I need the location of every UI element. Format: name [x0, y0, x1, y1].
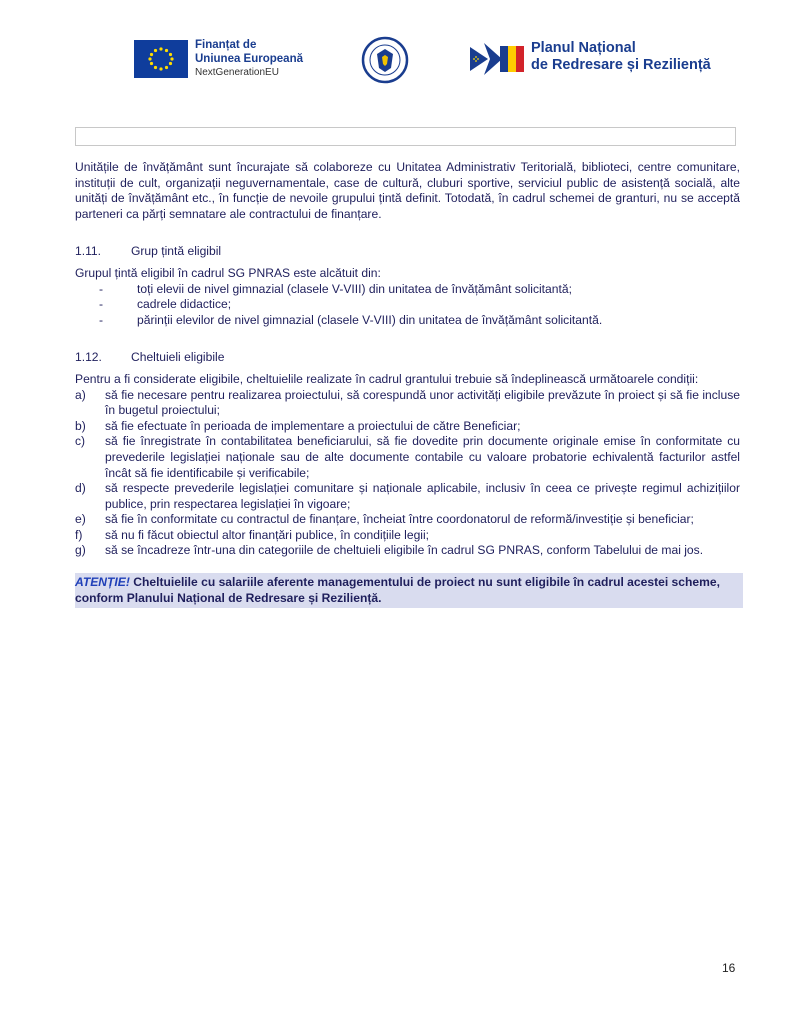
- list-item: [75, 543, 740, 559]
- list-item: [75, 528, 740, 544]
- list-item: [75, 512, 740, 528]
- item-label: d): [75, 481, 86, 496]
- list-item: [75, 388, 740, 419]
- document-body: [75, 160, 740, 608]
- list-item: [75, 481, 740, 512]
- eligibility-conditions-list: [75, 388, 740, 560]
- section-lead: Pentru a fi considerate eligibile, cheltuielile realizate în cadrul grantului trebuie să îndeplinească următoarele condiții:: [75, 371, 699, 386]
- list-item: - toți elevii de nivel gimnazial (clasele V-VIII) din unitatea de învățământ solicitantă;: [99, 281, 572, 296]
- section-lead: Grupul țintă eligibil în cadrul SG PNRAS este alcătuit din:: [75, 265, 381, 280]
- item-text: să respecte prevederile legislației comunitare și naționale aplicabile, inclusiv în ceea ce privește regimul achizițiilor publice, prin respectarea legislației în vigoare;: [105, 481, 740, 511]
- attention-label: ATENȚIE!: [75, 575, 130, 590]
- item-text: să fie necesare pentru realizarea proiectului, să corespundă unor activități eligibile prevăzute în proiect și să fie incluse în bugetul proiectului;: [105, 387, 740, 418]
- item-text: să fie efectuate în perioada de implementare a proiectului de către Beneficiar;: [105, 418, 521, 433]
- item-text: să nu fi făcut obiectul altor finanțări publice, în condițiile legii;: [105, 527, 430, 542]
- item-label: a): [75, 387, 86, 402]
- attention-text: Cheltuielile cu salariile aferente managementului de proiect nu sunt eligibile în cadrul acestei scheme, conform Planului Național de Redresare și Reziliență.: [75, 575, 720, 606]
- pnrr-logo-icon: [470, 43, 526, 75]
- section-heading-target-group: [75, 244, 740, 260]
- eu-funding-text: [195, 38, 303, 80]
- target-group-list: [75, 282, 740, 329]
- pnrr-title: [531, 40, 711, 74]
- pnrr-line-2: de Redresare și Reziliență: [531, 57, 711, 73]
- empty-table-row: [75, 127, 736, 146]
- page-header: [0, 36, 791, 88]
- list-item: [75, 419, 740, 435]
- item-label: f): [75, 527, 83, 542]
- item-label: g): [75, 543, 86, 558]
- section-title: Cheltuieli eligibile: [131, 350, 225, 365]
- romanian-government-seal-icon: [361, 36, 409, 84]
- list-item-text: toți elevii de nivel gimnazial (clasele V-VIII) din unitatea de învățământ solicitantă;: [137, 281, 572, 296]
- item-label: b): [75, 418, 86, 433]
- list-item: - cadrele didactice;: [99, 297, 232, 312]
- section-title: Grup țintă eligibil: [131, 244, 222, 259]
- section-heading-eligible-costs: [75, 350, 740, 366]
- list-item-text: cadrele didactice;: [137, 297, 232, 312]
- eu-line-3: NextGenerationEU: [195, 67, 279, 78]
- item-text: să fie în conformitate cu contractul de finanțare, încheiat între coordonatorul de reformă/investiție și beneficiar;: [105, 512, 694, 527]
- section-number: 1.11.: [75, 244, 101, 259]
- list-item: - părinții elevilor de nivel gimnazial (clasele V-VIII) din unitatea de învățământ solicitantă.: [99, 312, 603, 327]
- page-number: 16: [722, 961, 736, 975]
- eu-flag-logo: [134, 40, 188, 78]
- intro-paragraph: Unitățile de învățământ sunt încurajate să colaboreze cu Unitatea Administrativ Teritorială, biblioteci, centre comunitare, instituții de cult, organizații neguvernamentale, case de cultură, cluburi sportive, serviciul public de asistență socială, alte unități de învățământ etc., în funcție de nevoile grupului țintă definit. Totodată, în cadrul schemei de granturi, nu se acceptă parteneri ca părți semnatare ale contractului de finanțare.: [75, 160, 740, 221]
- item-label: c): [75, 434, 86, 449]
- item-label: e): [75, 512, 86, 527]
- pnrr-line-1: Planul Național: [531, 40, 636, 56]
- list-item: [75, 434, 740, 481]
- eu-line-1: Finanțat de: [195, 39, 257, 51]
- item-text: să fie înregistrate în contabilitatea beneficiarului, să fie dovedite prin documente originale emise în conformitate cu prevederile legislației naționale sau de alte documente contabile cu valoare probatorie echivalentă facturilor astfel încât să fie identificabile și verificabile;: [105, 434, 740, 480]
- attention-note: [75, 573, 743, 608]
- list-item-text: părinții elevilor de nivel gimnazial (clasele V-VIII) din unitatea de învățământ solicitantă.: [137, 312, 603, 327]
- eu-line-2: Uniunea Europeană: [195, 53, 303, 65]
- item-text: să se încadreze într-una din categoriile de cheltuieli eligibile în cadrul SG PNRAS, conform Tabelului de mai jos.: [105, 543, 704, 558]
- section-number: 1.12.: [75, 350, 102, 365]
